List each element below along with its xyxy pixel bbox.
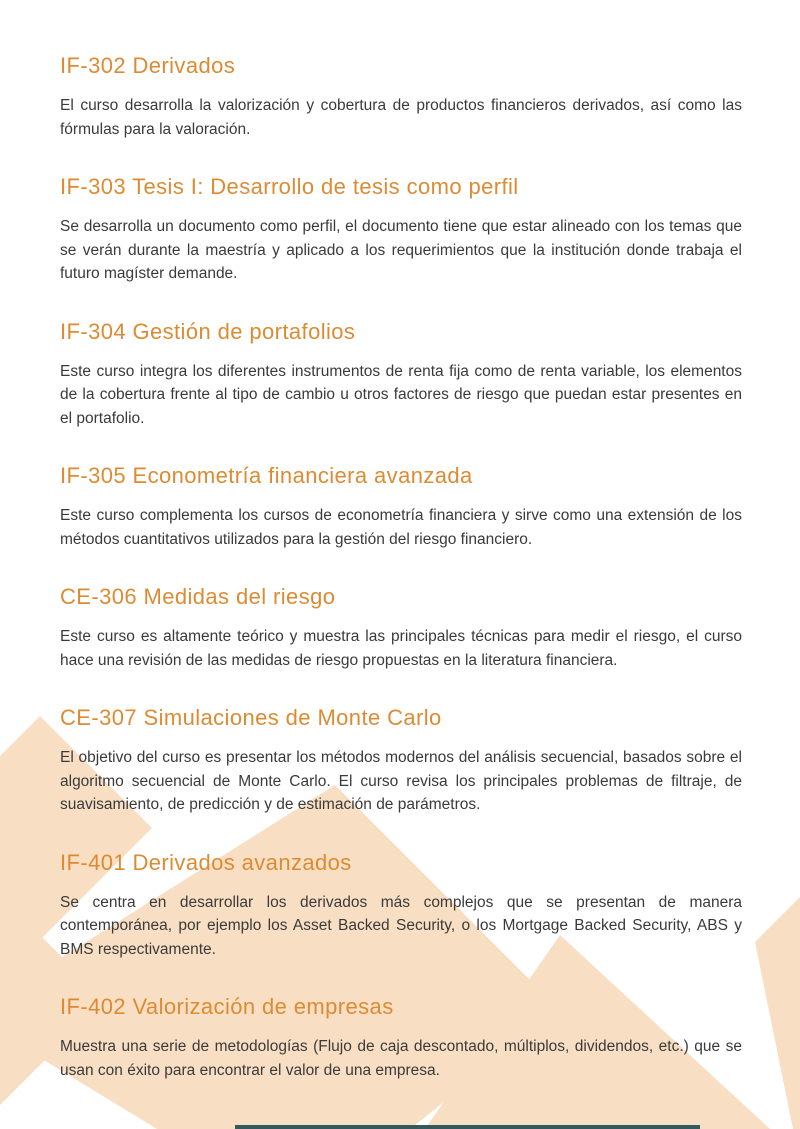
course-title: CE-307 Simulaciones de Monte Carlo [60, 705, 442, 730]
course-title: IF-302 Derivados [60, 53, 236, 78]
course-section [60, 173, 742, 286]
course-description: Este curso complementa los cursos de econometría financiera y sirve como una extensión de los métodos cuantitativos utilizados para la gestión del riesgo financiero. [60, 507, 742, 548]
course-description: Se centra en desarrollar los derivados más complejos que se presentan de manera contemporánea, por ejemplo los Asset Backed Security, o los Mortgage Backed Security, ABS y BMS respectivamente. [60, 893, 742, 958]
course-description: Se desarrolla un documento como perfil, el documento tiene que estar alineado con los temas que se verán durante la maestría y aplicado a los requerimientos que la institución donde trabaja el futuro magíster demande. [60, 218, 742, 282]
course-title: IF-401 Derivados avanzados [60, 849, 352, 875]
course-description: Muestra una serie de metodologías (Flujo de caja descontado, múltiplos, dividendos, etc.) que se usan con éxito para encontrar el valor de una empresa. [60, 1038, 742, 1079]
course-section [60, 318, 742, 431]
course-section [60, 993, 742, 1082]
course-section [60, 583, 742, 672]
course-title: IF-304 Gestión de portafolios [60, 318, 356, 344]
course-sections [60, 52, 742, 1082]
course-title: CE-306 Medidas del riesgo [60, 584, 336, 609]
course-title: IF-305 Econometría financiera avanzada [60, 463, 473, 488]
course-description: Este curso es altamente teórico y muestra las principales técnicas para medir el riesgo, el curso hace una revisión de las medidas de riesgo propuestas en la literatura financiera. [60, 628, 742, 669]
course-section [60, 704, 742, 817]
course-title: IF-303 Tesis I: Desarrollo de tesis como perfil [60, 174, 519, 199]
course-title: IF-402 Valorización de empresas [60, 994, 394, 1019]
course-section [60, 462, 742, 551]
footer-accent-bar [235, 1125, 700, 1129]
course-section [60, 849, 742, 962]
course-description: El objetivo del curso es presentar los métodos modernos del análisis secuencial, basados sobre el algoritmo secuencial de Monte Carlo. El curso revisa los principales problemas de filtraje, de suavisamiento, de predicción y de estimación de parámetros. [60, 749, 742, 813]
course-description: El curso desarrolla la valorización y cobertura de productos financieros derivados, así como las fórmulas para la valoración. [60, 97, 742, 138]
course-description: Este curso integra los diferentes instrumentos de renta fija como de renta variable, los elementos de la cobertura frente al tipo de cambio u otros factores de riesgo que puedan estar presentes en el portafolio. [60, 362, 742, 427]
course-section [60, 52, 742, 141]
